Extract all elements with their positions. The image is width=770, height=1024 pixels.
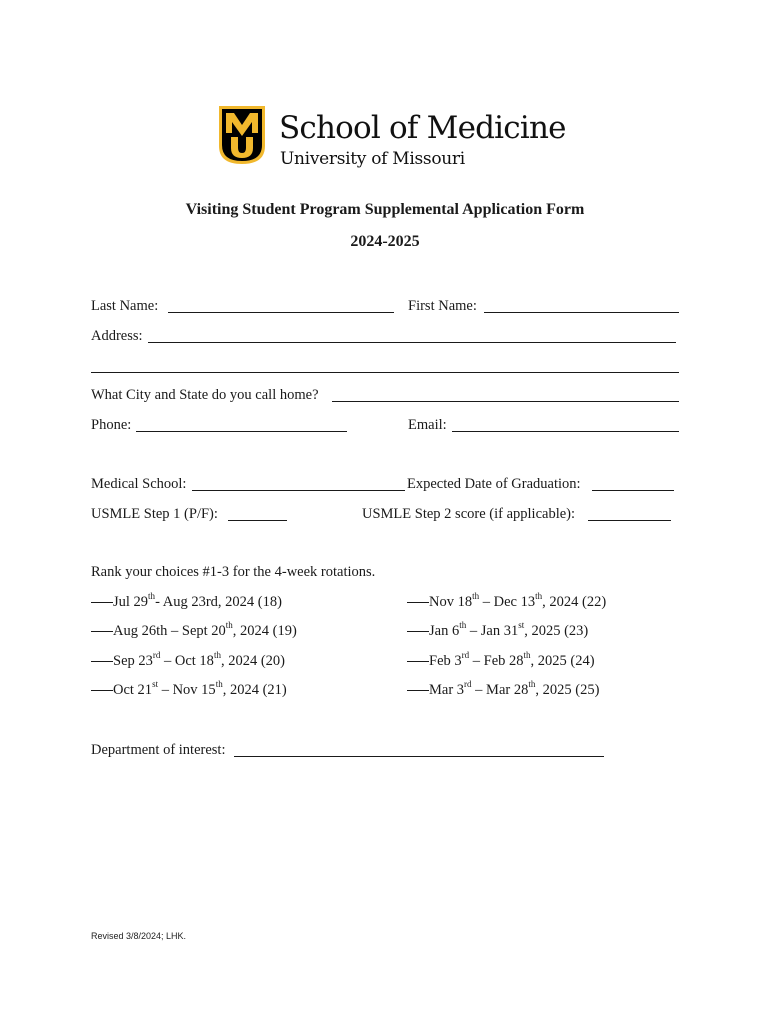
form-year: 2024-2025 xyxy=(350,233,420,250)
phone-label: Phone: xyxy=(91,417,132,433)
last-name-label: Last Name: xyxy=(91,298,159,314)
department-label: Department of interest: xyxy=(91,742,226,758)
usmle-step2-label: USMLE Step 2 score (if applicable): xyxy=(362,506,576,522)
graduation-field[interactable] xyxy=(592,490,674,491)
rotation-option[interactable]: Aug 26th – Sept 20th, 2024 (19) xyxy=(91,622,297,640)
revision-note: Revised 3/8/2024; LHK. xyxy=(91,931,187,941)
home-label: What City and State do you call home? xyxy=(91,387,319,403)
address-label: Address: xyxy=(91,328,143,344)
email-field[interactable] xyxy=(452,431,679,432)
rank-blank[interactable] xyxy=(91,661,113,662)
rank-blank[interactable] xyxy=(407,631,429,632)
rank-blank[interactable] xyxy=(91,690,113,691)
usmle-step1-label: USMLE Step 1 (P/F): xyxy=(91,506,218,522)
address-field-line-2[interactable] xyxy=(91,372,679,373)
logo-subtitle: University of Missouri xyxy=(280,149,465,169)
rank-blank[interactable] xyxy=(91,602,113,603)
address-field-line-1[interactable] xyxy=(148,342,676,343)
usmle-step1-field[interactable] xyxy=(228,520,287,521)
first-name-label: First Name: xyxy=(408,298,477,314)
rank-blank[interactable] xyxy=(91,631,113,632)
rank-blank[interactable] xyxy=(407,602,429,603)
rank-prompt: Rank your choices #1-3 for the 4-week rotations. xyxy=(91,564,376,580)
first-name-field[interactable] xyxy=(484,312,679,313)
email-label: Email: xyxy=(408,417,447,433)
last-name-field[interactable] xyxy=(168,312,394,313)
rotation-option[interactable]: Feb 3rd – Feb 28th, 2025 (24) xyxy=(407,652,595,670)
department-field[interactable] xyxy=(234,756,604,757)
rotation-option[interactable]: Jul 29th- Aug 23rd, 2024 (18) xyxy=(91,593,282,611)
school-logo xyxy=(219,106,579,168)
rotation-option[interactable]: Mar 3rd – Mar 28th, 2025 (25) xyxy=(407,681,599,699)
mu-logo-icon xyxy=(219,106,265,164)
graduation-label: Expected Date of Graduation: xyxy=(407,476,581,492)
rank-blank[interactable] xyxy=(407,661,429,662)
medical-school-field[interactable] xyxy=(192,490,405,491)
usmle-step2-field[interactable] xyxy=(588,520,671,521)
logo-title: School of Medicine xyxy=(279,110,566,146)
rotation-option[interactable]: Nov 18th – Dec 13th, 2024 (22) xyxy=(407,593,606,611)
phone-field[interactable] xyxy=(136,431,347,432)
rank-blank[interactable] xyxy=(407,690,429,691)
rotation-option[interactable]: Oct 21st – Nov 15th, 2024 (21) xyxy=(91,681,287,699)
rotation-option[interactable]: Sep 23rd – Oct 18th, 2024 (20) xyxy=(91,652,285,670)
rotation-option[interactable]: Jan 6th – Jan 31st, 2025 (23) xyxy=(407,622,588,640)
medical-school-label: Medical School: xyxy=(91,476,187,492)
home-field[interactable] xyxy=(332,401,679,402)
form-title: Visiting Student Program Supplemental Application Form xyxy=(185,201,585,218)
